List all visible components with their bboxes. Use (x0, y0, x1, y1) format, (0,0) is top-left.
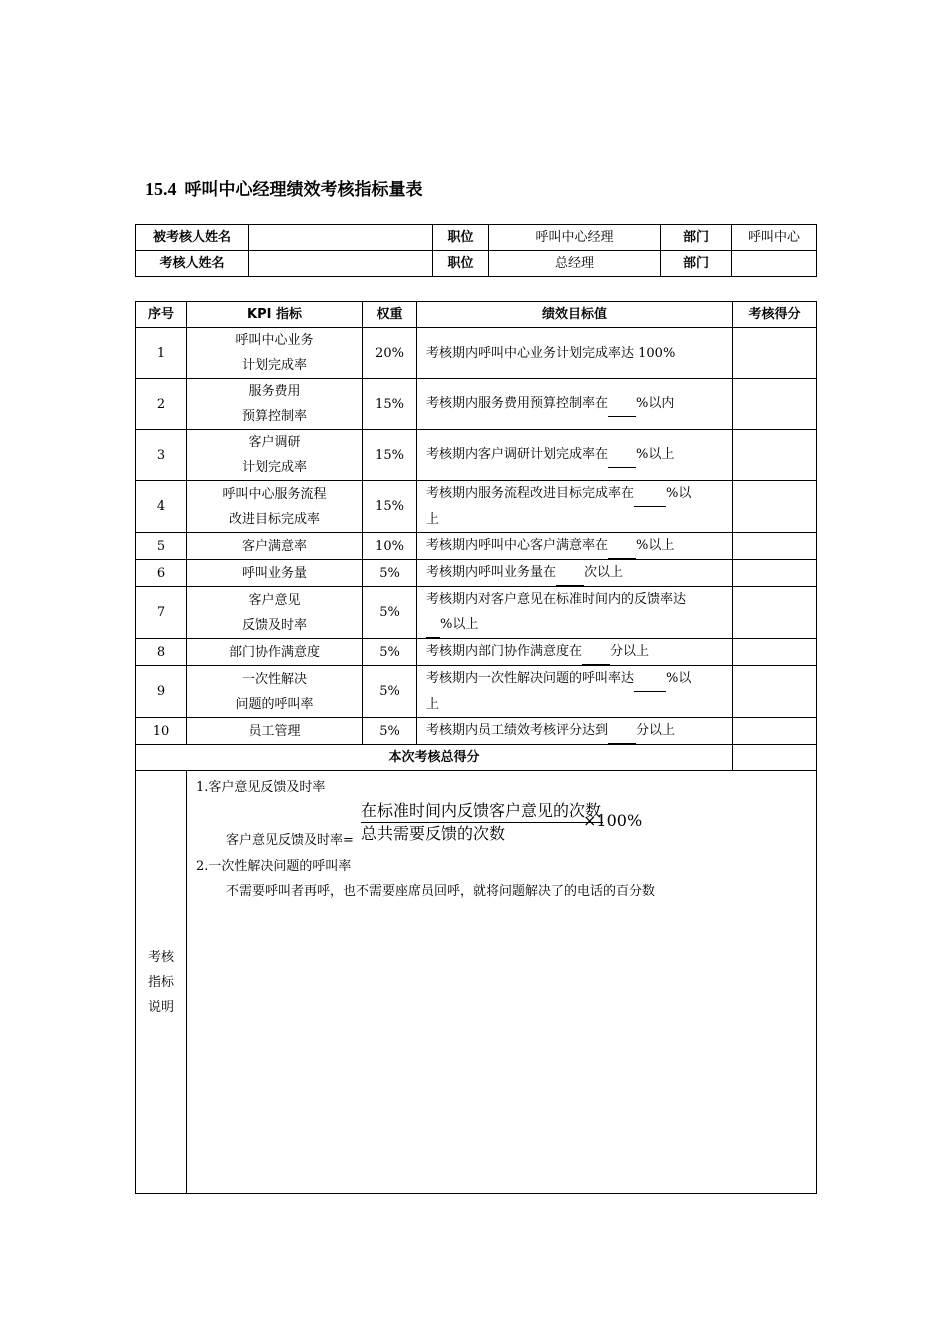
header-score: 考核得分 (733, 302, 817, 328)
section-title: 呼叫中心经理绩效考核指标量表 (184, 180, 423, 200)
fill-blank[interactable] (608, 718, 636, 744)
row-target (417, 718, 733, 745)
formula-label: 客户意见反馈及时率= (226, 833, 354, 848)
appraisee-position-field[interactable]: 呼叫中心经理 (489, 225, 661, 251)
formula-multiplier: ×100% (583, 811, 643, 830)
kpi-line-1: 客户意见 (248, 592, 301, 608)
notes-content (187, 771, 817, 1194)
target-suffix: 分以上 (610, 644, 650, 659)
header-seq: 序号 (136, 302, 187, 328)
row-target (417, 430, 733, 481)
appraiser-position-label: 职位 (433, 251, 489, 277)
row-target (417, 533, 733, 560)
row-seq: 8 (136, 639, 187, 666)
target-suffix: %以内 (636, 396, 675, 411)
kpi-table (135, 301, 817, 1194)
target-text: 考核期内一次性解决问题的呼叫率达 (426, 671, 635, 686)
table-row (136, 379, 817, 430)
table-row (136, 533, 817, 560)
kpi-line-2: 反馈及时率 (241, 617, 307, 633)
row-weight: 20% (363, 328, 417, 379)
appraisee-position-label: 职位 (433, 225, 489, 251)
info-row-appraisee (136, 225, 817, 251)
row-kpi (187, 560, 363, 587)
target-wrap: 上 (426, 512, 440, 527)
appraisee-name-label: 被考核人姓名 (136, 225, 249, 251)
table-row (136, 587, 817, 639)
kpi-header-row (136, 302, 817, 328)
target-suffix: %以上 (440, 617, 479, 632)
row-weight: 5% (363, 560, 417, 587)
row-score-field[interactable] (733, 587, 817, 639)
appraiser-position-field[interactable]: 总经理 (489, 251, 661, 277)
table-row (136, 328, 817, 379)
fill-blank[interactable] (608, 442, 636, 468)
kpi-line-1: 客户满意率 (241, 538, 307, 554)
header-target: 绩效目标值 (417, 302, 733, 328)
target-text: 考核期内员工绩效考核评分达到 (426, 723, 609, 738)
row-weight: 15% (363, 481, 417, 533)
row-target (417, 328, 733, 379)
header-kpi: KPI 指标 (187, 302, 363, 328)
kpi-line-1: 部门协作满意度 (228, 644, 320, 660)
row-target (417, 481, 733, 533)
target-text: 考核期内对客户意见在标准时间内的反馈率达 (426, 592, 687, 607)
fill-blank[interactable] (634, 666, 666, 692)
row-score-field[interactable] (733, 639, 817, 666)
target-text: 考核期内呼叫中心客户满意率在 (426, 538, 609, 553)
row-weight: 15% (363, 379, 417, 430)
kpi-line-2: 改进目标完成率 (228, 511, 320, 527)
fill-blank[interactable] (634, 481, 666, 507)
target-text: 考核期内客户调研计划完成率在 (426, 447, 609, 462)
kpi-line-2: 预算控制率 (241, 409, 307, 424)
total-score-field[interactable] (733, 745, 817, 771)
note-item-1-title: 1.客户意见反馈及时率 (196, 780, 326, 795)
kpi-line-2: 计划完成率 (241, 358, 307, 373)
target-suffix: 次以上 (584, 565, 624, 580)
kpi-line-2: 问题的呼叫率 (235, 696, 314, 712)
row-score-field[interactable] (733, 560, 817, 587)
note-item-2-title: 2.一次性解决问题的呼叫率 (196, 859, 352, 874)
kpi-line-1: 呼叫中心业务 (235, 333, 314, 348)
target-suffix: %以 (666, 486, 692, 501)
table-row (136, 718, 817, 745)
row-kpi (187, 430, 363, 481)
kpi-line-1: 服务费用 (248, 384, 301, 399)
table-row (136, 666, 817, 718)
row-target (417, 560, 733, 587)
target-text: 考核期内呼叫业务量在 (426, 565, 557, 580)
side-line-2: 指标 (147, 974, 174, 990)
row-score-field[interactable] (733, 718, 817, 745)
kpi-line-1: 呼叫业务量 (241, 565, 307, 581)
note-item-2-text: 不需要呼叫者再呼，也不需要座席员回呼，就将问题解决了的电话的百分数 (226, 884, 656, 899)
appraiser-dept-label: 部门 (661, 251, 732, 277)
appraisee-dept-field[interactable]: 呼叫中心 (732, 225, 817, 251)
target-text: 考核期内服务流程改进目标完成率在 (426, 486, 635, 501)
row-target (417, 639, 733, 666)
kpi-line-1: 呼叫中心服务流程 (222, 486, 327, 502)
target-suffix: %以 (666, 671, 692, 686)
row-kpi (187, 481, 363, 533)
row-target (417, 666, 733, 718)
target-suffix: 分以上 (636, 723, 676, 738)
row-seq: 4 (136, 481, 187, 533)
row-seq: 1 (136, 328, 187, 379)
row-weight: 15% (363, 430, 417, 481)
info-table (135, 224, 817, 277)
row-seq: 6 (136, 560, 187, 587)
row-kpi (187, 328, 363, 379)
row-kpi (187, 379, 363, 430)
row-weight: 5% (363, 587, 417, 639)
table-row (136, 560, 817, 587)
formula-denominator: 总共需要反馈的次数 (361, 824, 506, 843)
target-text: 考核期内呼叫中心业务计划完成率达 100% (426, 345, 676, 361)
total-label: 本次考核总得分 (136, 745, 733, 771)
total-row (136, 745, 817, 771)
row-score-field[interactable] (733, 379, 817, 430)
appraisee-name-field[interactable] (249, 225, 433, 251)
target-text: 考核期内服务费用预算控制率在 (426, 396, 609, 411)
kpi-line-1: 员工管理 (248, 723, 301, 739)
kpi-line-1: 客户调研 (248, 435, 301, 450)
row-weight: 5% (363, 666, 417, 718)
notes-row (136, 771, 817, 1194)
row-target (417, 587, 733, 639)
table-row (136, 639, 817, 666)
row-kpi (187, 587, 363, 639)
fill-blank[interactable] (608, 533, 636, 559)
row-score-field[interactable] (733, 430, 817, 481)
appraiser-name-field[interactable] (249, 251, 433, 277)
row-seq: 3 (136, 430, 187, 481)
table-row (136, 430, 817, 481)
appraiser-name-label: 考核人姓名 (136, 251, 249, 277)
kpi-line-1: 一次性解决 (241, 671, 307, 687)
target-suffix: %以上 (636, 538, 675, 553)
formula-fraction (361, 800, 643, 845)
row-kpi (187, 533, 363, 560)
kpi-line-2: 计划完成率 (241, 460, 307, 475)
row-seq: 5 (136, 533, 187, 560)
row-weight: 5% (363, 718, 417, 745)
row-target (417, 379, 733, 430)
target-text: 考核期内部门协作满意度在 (426, 644, 583, 659)
appraisee-dept-label: 部门 (661, 225, 732, 251)
row-kpi (187, 639, 363, 666)
row-weight: 5% (363, 639, 417, 666)
row-seq: 10 (136, 718, 187, 745)
row-score-field[interactable] (733, 666, 817, 718)
target-suffix: %以上 (636, 447, 675, 462)
row-score-field[interactable] (733, 328, 817, 379)
side-line-1: 考核 (147, 949, 174, 965)
row-kpi (187, 666, 363, 718)
row-seq: 7 (136, 587, 187, 639)
formula-numerator: 在标准时间内反馈客户意见的次数 (361, 800, 603, 823)
table-row (136, 481, 817, 533)
fill-blank[interactable] (556, 560, 584, 586)
appraiser-dept-field[interactable] (732, 251, 817, 277)
fill-blank[interactable] (426, 612, 440, 638)
formula (196, 800, 816, 854)
section-number: 15.4 (145, 179, 177, 199)
row-score-field[interactable] (733, 481, 817, 533)
row-seq: 2 (136, 379, 187, 430)
row-weight: 10% (363, 533, 417, 560)
row-score-field[interactable] (733, 533, 817, 560)
page-title (145, 175, 423, 200)
notes-side-label (136, 771, 187, 1194)
row-kpi (187, 718, 363, 745)
header-weight: 权重 (363, 302, 417, 328)
target-wrap: 上 (426, 697, 440, 712)
side-line-3: 说明 (147, 999, 174, 1015)
row-seq: 9 (136, 666, 187, 718)
fill-blank[interactable] (582, 639, 610, 665)
fill-blank[interactable] (608, 391, 636, 417)
info-row-appraiser (136, 251, 817, 277)
